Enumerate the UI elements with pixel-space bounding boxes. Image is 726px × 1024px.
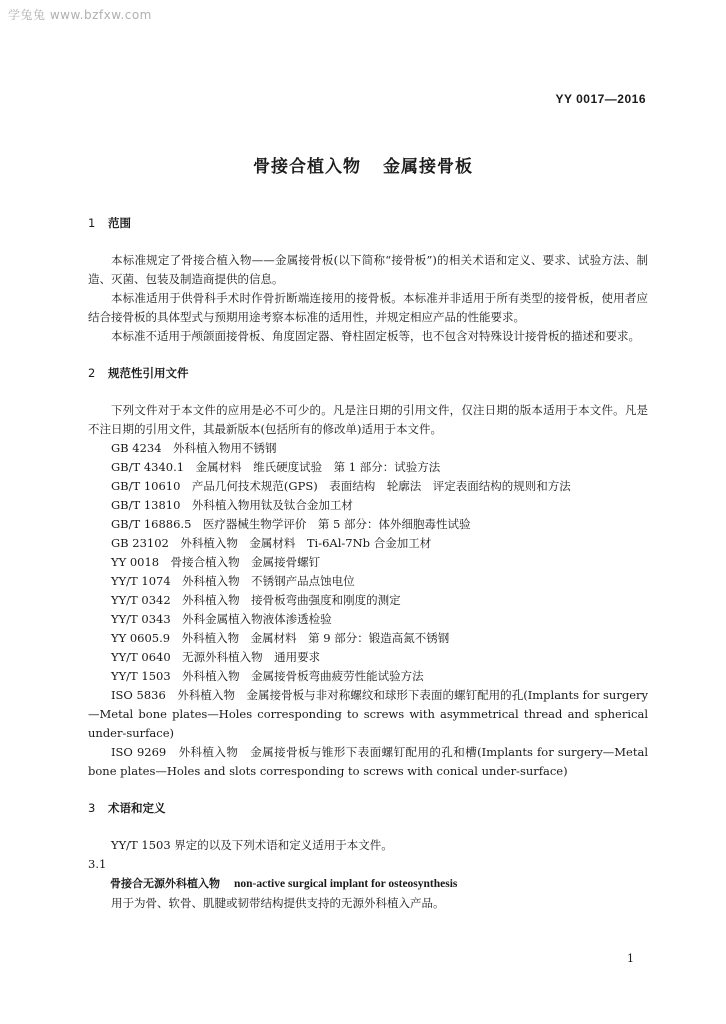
watermark: 学兔兔 www.bzfxw.com <box>8 8 152 22</box>
section-title: 范围 <box>108 216 131 230</box>
paragraph: 本标准不适用于颅颌面接骨板、角度固定器、脊柱固定板等，也不包含对特殊设计接骨板的描述和要求。 <box>111 329 640 343</box>
reference-item: GB/T 4340.1 金属材料 维氏硬度试验 第 1 部分：试验方法 <box>111 460 441 474</box>
reference-item: YY 0605.9 外科植入物 金属材料 第 9 部分：锻造高氮不锈钢 <box>111 631 450 645</box>
title-part-1: 骨接合植入物 <box>253 157 361 177</box>
term-definition: 用于为骨、软骨、肌腱或韧带结构提供支持的无源外科植入产品。 <box>111 896 445 910</box>
section-number: 3 <box>88 801 96 815</box>
reference-item: YY/T 0343 外科金属植入物液体渗透检验 <box>111 612 332 626</box>
reference-item: YY/T 1074 外科植入物 不锈钢产品点蚀电位 <box>111 574 355 588</box>
page-number: 1 <box>627 952 634 965</box>
term-zh: 骨接合无源外科植入物 <box>110 877 220 890</box>
paragraph: 本标准适用于供骨科手术时作骨折断端连接用的接骨板。本标准并非适用于所有类型的接骨板，使用者应结合接骨板的具体型式与预期用途考察本标准的适用性，并规定相应产品的性能要求。 <box>88 291 648 324</box>
reference-item: GB/T 10610 产品几何技术规范(GPS) 表面结构 轮廓法 评定表面结构的规则和方法 <box>111 479 571 493</box>
document-body <box>88 214 648 913</box>
section-number: 1 <box>88 216 96 230</box>
paragraph: 下列文件对于本文件的应用是必不可少的。凡是注日期的引用文件，仅注日期的版本适用于本文件。凡是不注日期的引用文件，其最新版本(包括所有的修改单)适用于本文件。 <box>88 403 648 436</box>
reference-item: ISO 5836 外科植入物 金属接骨板与非对称螺纹和球形下表面的螺钉配用的孔(Implants for surgery—Metal bone plates—Holes corresponding to screws with asymmetrical thread and spherical under-surface) <box>88 688 648 740</box>
paragraph: 本标准规定了骨接合植入物——金属接骨板(以下简称“接骨板”)的相关术语和定义、要求、试验方法、制造、灭菌、包装及制造商提供的信息。 <box>88 253 648 286</box>
page-title <box>0 152 726 177</box>
reference-item: GB 23102 外科植入物 金属材料 Ti-6Al-7Nb 合金加工材 <box>111 536 432 550</box>
section-title: 规范性引用文件 <box>108 366 189 380</box>
reference-item: YY/T 1503 外科植入物 金属接骨板弯曲疲劳性能试验方法 <box>111 669 424 683</box>
reference-item: YY/T 0342 外科植入物 接骨板弯曲强度和刚度的测定 <box>111 593 401 607</box>
section-heading <box>88 214 648 233</box>
term-en: non-active surgical implant for osteosynthesis <box>234 878 458 890</box>
term-entry <box>88 874 648 894</box>
title-part-2: 金属接骨板 <box>383 157 473 177</box>
standard-code: YY 0017—2016 <box>555 92 646 106</box>
reference-item: YY 0018 骨接合植入物 金属接骨螺钉 <box>111 555 321 569</box>
reference-item: GB/T 16886.5 医疗器械生物学评价 第 5 部分：体外细胞毒性试验 <box>111 517 471 531</box>
paragraph: YY/T 1503 界定的以及下列术语和定义适用于本文件。 <box>111 838 393 852</box>
section-title: 术语和定义 <box>108 801 166 815</box>
section-heading <box>88 364 648 383</box>
reference-item: GB/T 13810 外科植入物用钛及钛合金加工材 <box>111 498 353 512</box>
reference-item: YY/T 0640 无源外科植入物 通用要求 <box>111 650 321 664</box>
clause-number: 3.1 <box>88 857 107 871</box>
reference-item: ISO 9269 外科植入物 金属接骨板与锥形下表面螺钉配用的孔和槽(Implants for surgery—Metal bone plates—Holes and slots corresponding to screws with conical under-surface) <box>88 745 648 778</box>
reference-item: GB 4234 外科植入物用不锈钢 <box>111 441 277 455</box>
section-heading <box>88 799 648 818</box>
section-number: 2 <box>88 366 96 380</box>
